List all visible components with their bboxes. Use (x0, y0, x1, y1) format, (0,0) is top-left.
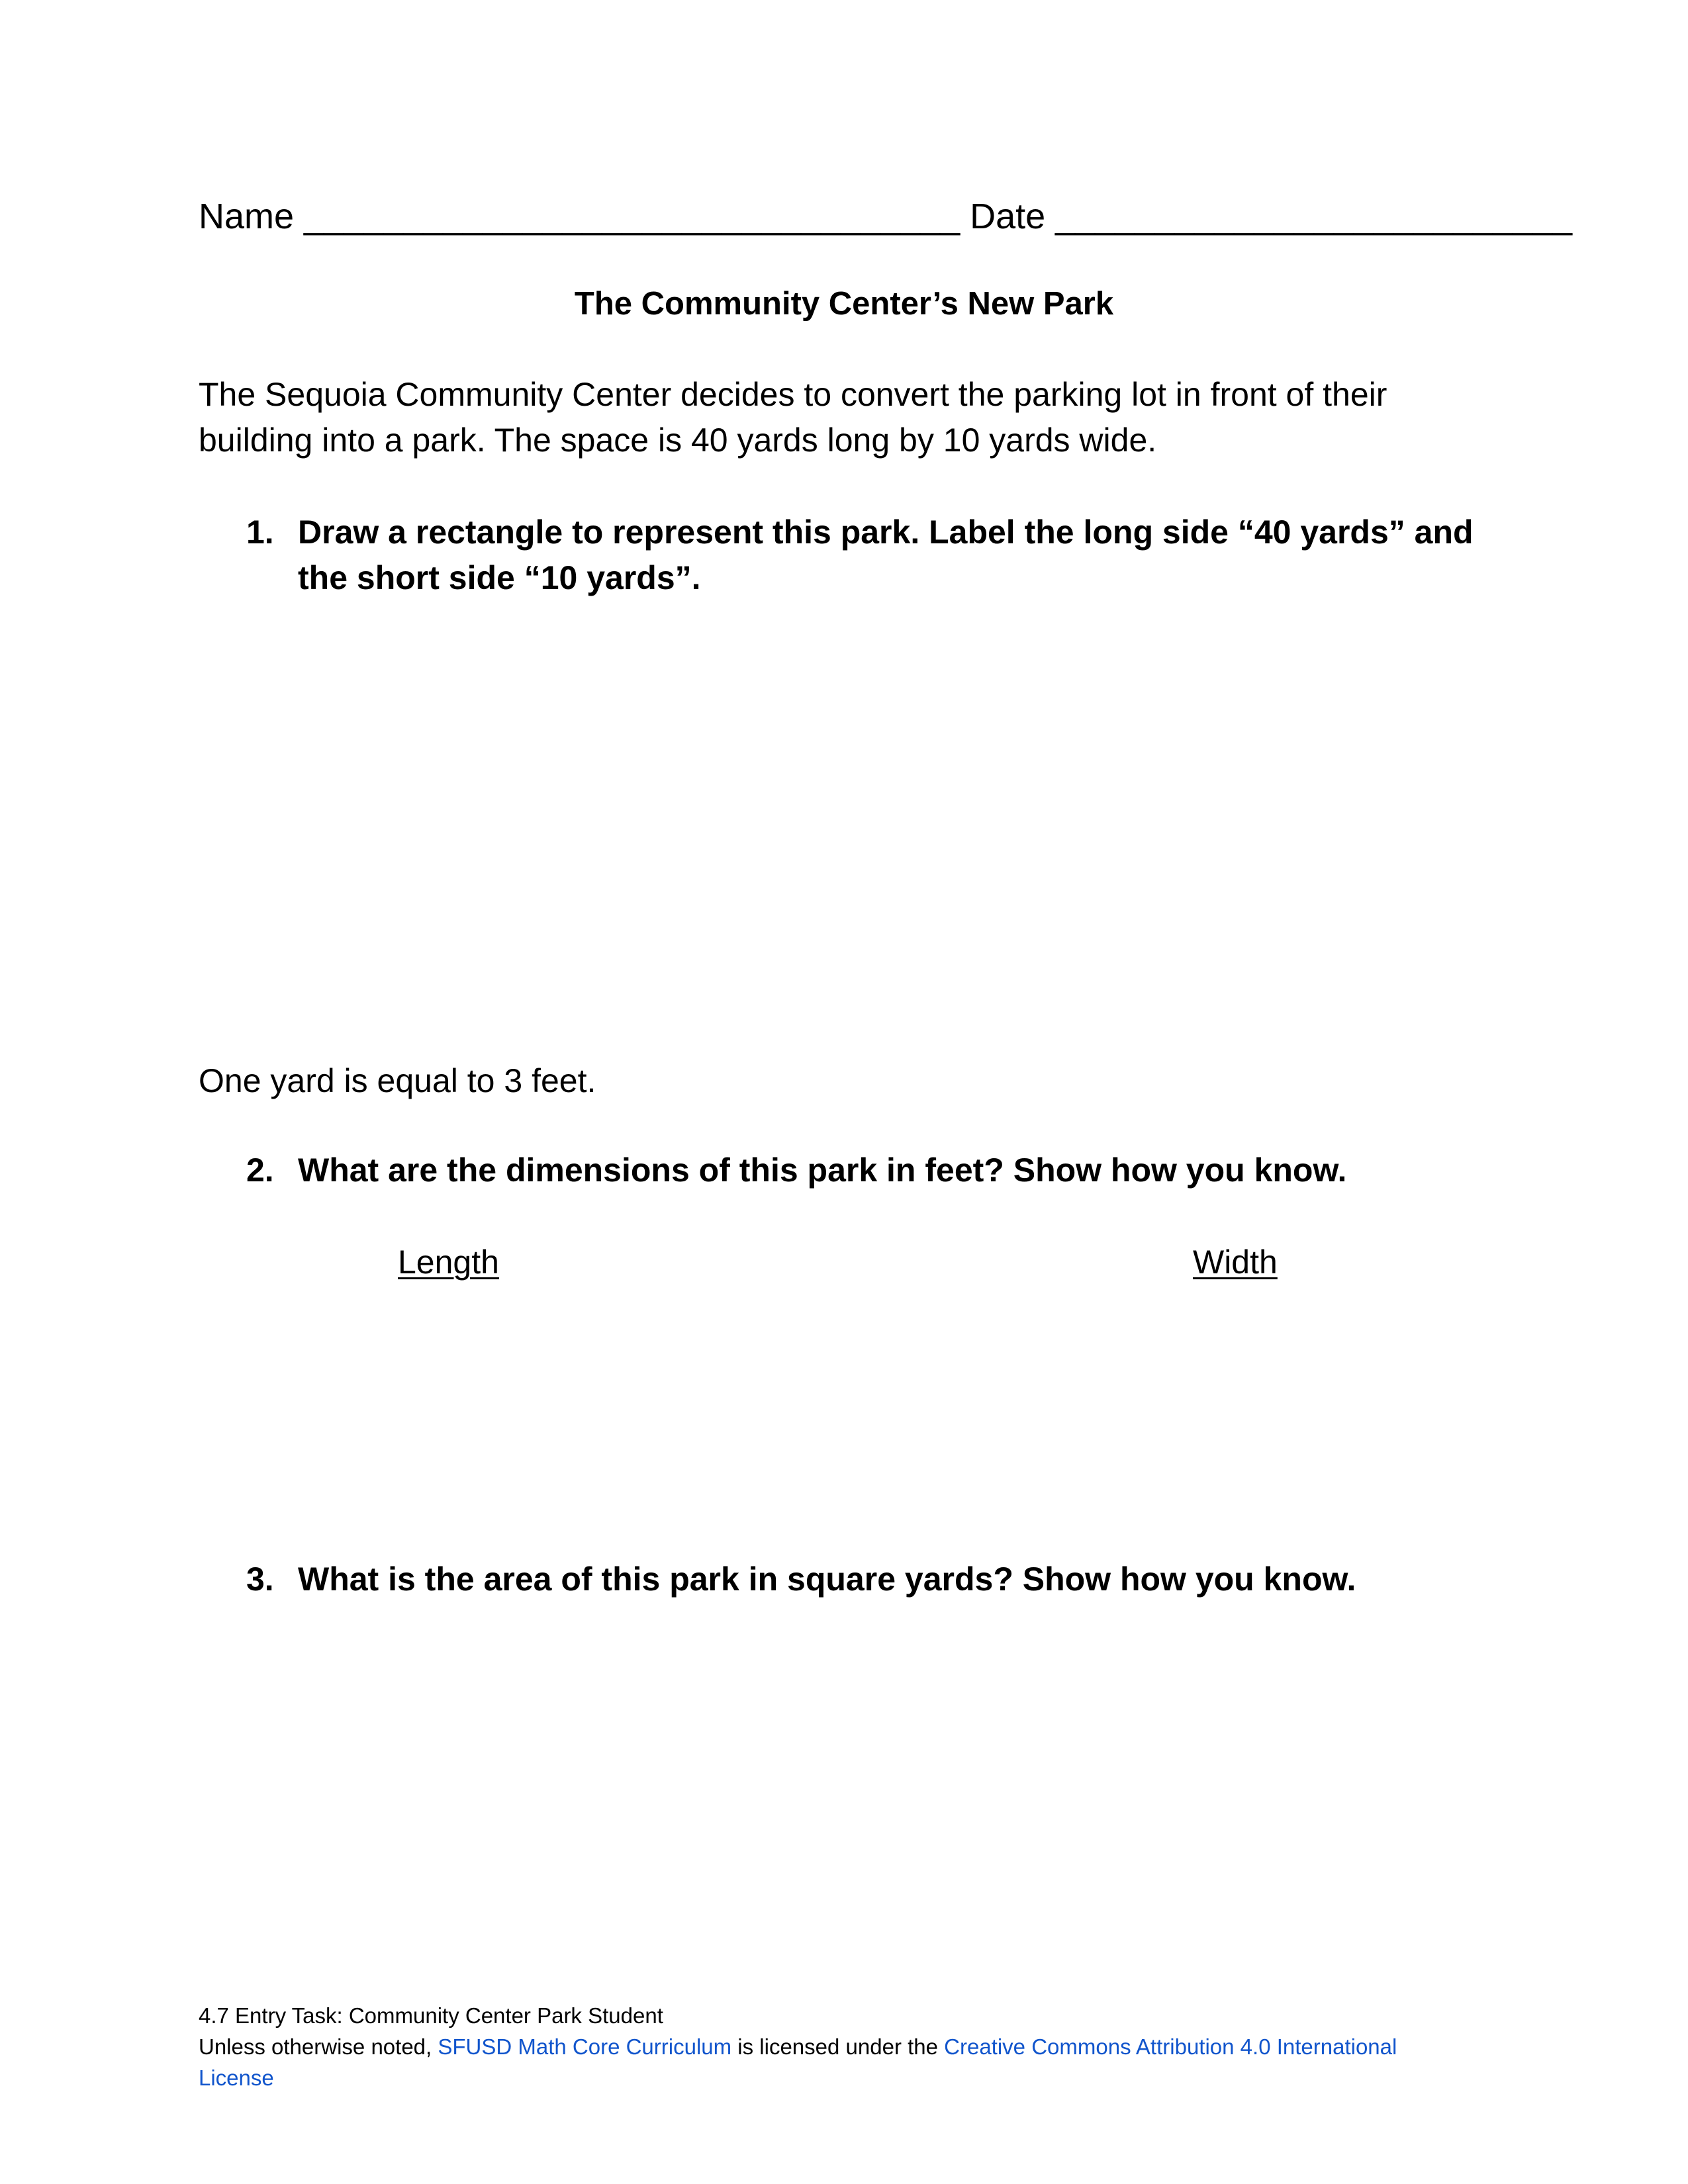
intro-paragraph (199, 372, 1456, 463)
question-1-line-2: the short side “10 yards”. (298, 559, 701, 596)
question-3-number: 3. (246, 1561, 274, 1598)
curriculum-link[interactable]: SFUSD Math Core Curriculum (438, 2034, 732, 2059)
footer-license-line-2 (199, 2062, 1496, 2093)
footer-license-line (199, 2031, 1496, 2062)
footer-license-middle: is licensed under the (731, 2034, 945, 2059)
footer (199, 2000, 1496, 2093)
length-label: Length (398, 1244, 499, 1281)
question-1-line-1: Draw a rectangle to represent this park. Label the long side “40 yards” and (298, 514, 1474, 551)
width-label: Width (1193, 1244, 1278, 1281)
license-link-continued[interactable]: License (199, 2066, 274, 2090)
question-3-text: What is the area of this park in square yards? Show how you know. (298, 1561, 1356, 1598)
question-2-number: 2. (246, 1152, 274, 1189)
question-1 (199, 510, 1496, 602)
question-2-text: What are the dimensions of this park in feet? Show how you know. (298, 1152, 1347, 1189)
question-1-number: 1. (246, 514, 274, 551)
question-1-text (298, 510, 1496, 601)
footer-task-line: 4.7 Entry Task: Community Center Park Student (199, 2003, 663, 2028)
intro-line-1: The Sequoia Community Center decides to convert the parking lot in front of their (199, 376, 1387, 413)
question-2 (199, 1148, 1496, 1194)
name-date-line: Name _________________________________ Date __________________________ (199, 197, 1573, 236)
question-3 (199, 1557, 1496, 1603)
yard-conversion-note: One yard is equal to 3 feet. (199, 1062, 596, 1099)
license-link[interactable]: Creative Commons Attribution 4.0 International (944, 2034, 1397, 2059)
footer-license-prefix: Unless otherwise noted, (199, 2034, 438, 2059)
intro-line-2: building into a park. The space is 40 yards long by 10 yards wide. (199, 422, 1157, 459)
page-title: The Community Center’s New Park (574, 286, 1114, 322)
